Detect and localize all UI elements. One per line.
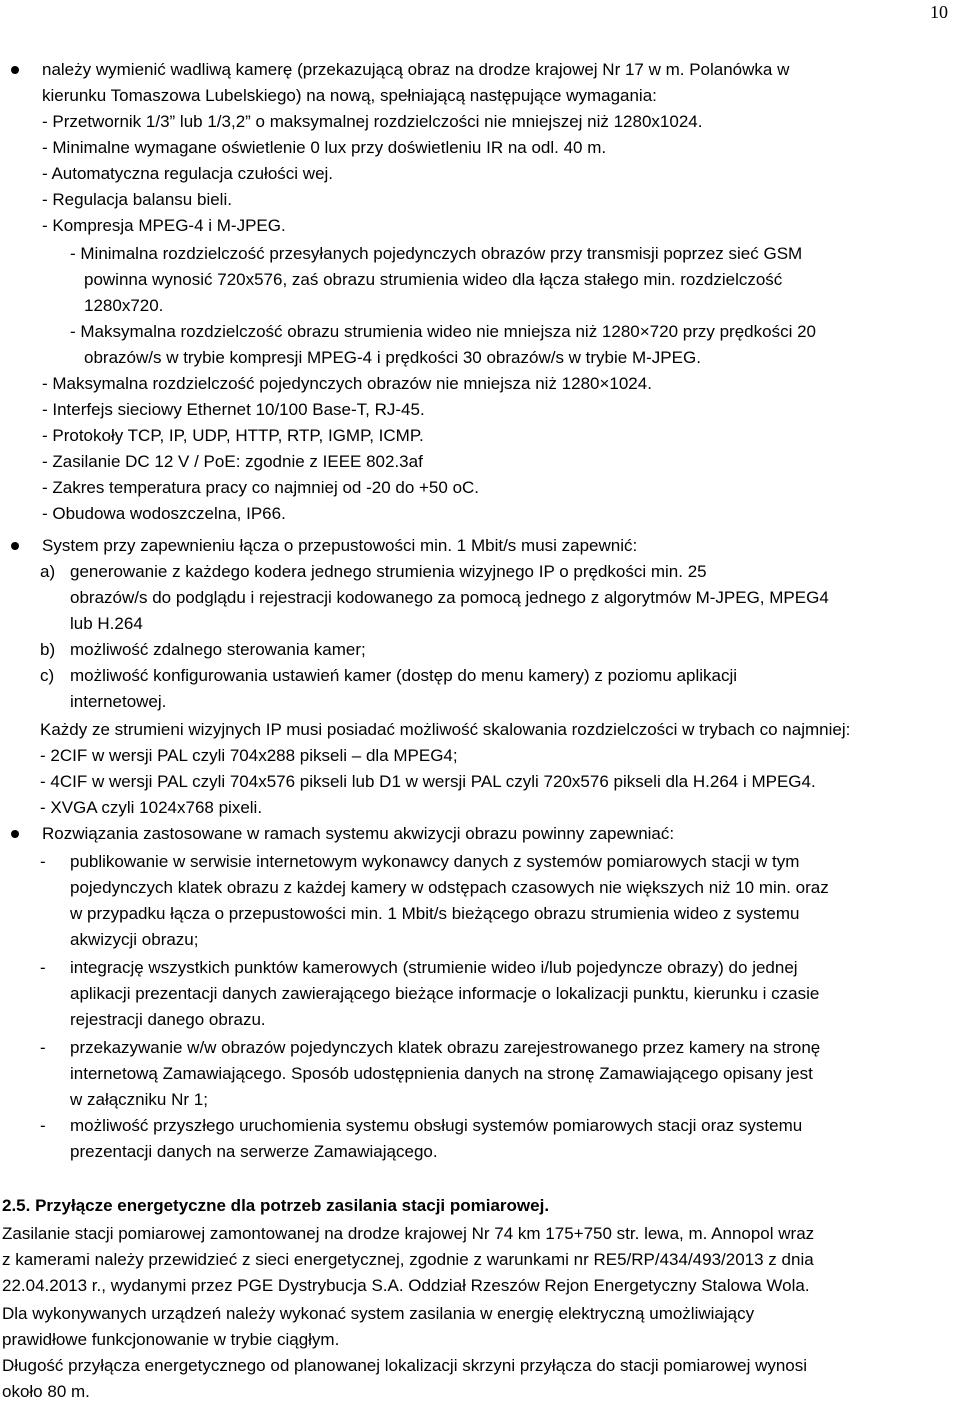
requirement-item: - Zasilanie DC 12 V / PoE: zgodnie z IEEE 802.3af [42,452,423,471]
bullet-icon [11,542,19,550]
intro-line: kierunku Tomaszowa Lubelskiego) na nową, spełniającą następujące wymagania: [42,86,657,105]
bullet-icon [11,830,19,838]
list-item: generowanie z każdego kodera jednego strumienia wizyjnego IP o prędkości min. 25 [70,562,707,581]
scaling-paragraph: Każdy ze strumieni wizyjnych IP musi posiadać możliwość skalowania rozdzielczości w trybach co najmniej: [40,720,851,739]
list-item: możliwość konfigurowania ustawień kamer (dostęp do menu kamery) z poziomu aplikacji [70,666,738,685]
dash-marker: - [40,1116,46,1135]
list-item: możliwość przyszłego uruchomienia systemu obsługi systemów pomiarowych stacji oraz systemu [70,1116,803,1135]
requirement-item: 1280x720. [84,296,164,315]
paragraph-line: prawidłowe funkcjonowanie w trybie ciągłym. [2,1330,340,1349]
list-item: możliwość zdalnego sterowania kamer; [70,640,366,659]
paragraph-line: Zasilanie stacji pomiarowej zamontowanej na drodze krajowej Nr 74 km 175+750 str. lewa, m. Annopol wraz [2,1224,815,1243]
scaling-item: - XVGA czyli 1024x768 pixeli. [40,798,263,817]
paragraph-line: Długość przyłącza energetycznego od planowanej lokalizacji skrzyni przyłącza do stacji pomiarowej wynosi [2,1356,808,1375]
list-item: w załączniku Nr 1; [70,1090,208,1109]
list-item: rejestracji danego obrazu. [70,1010,266,1029]
page-number: 10 [930,2,948,22]
requirement-item: - Minimalna rozdzielczość przesyłanych pojedynczych obrazów przy transmisji poprzez sieć GSM [70,244,803,263]
paragraph-line: około 80 m. [2,1382,90,1401]
requirement-item: - Przetwornik 1/3” lub 1/3,2” o maksymalnej rozdzielczości nie mniejszej niż 1280x1024. [42,112,703,131]
requirement-item: - Maksymalna rozdzielczość pojedynczych obrazów nie mniejsza niż 1280×1024. [42,374,652,393]
requirement-item: - Regulacja balansu bieli. [42,190,232,209]
paragraph-line: Dla wykonywanych urządzeń należy wykonać system zasilania w energię elektryczną umożliwiający [2,1304,755,1323]
dash-marker: - [40,852,46,871]
list-label: c) [40,666,55,685]
section-title: Rozwiązania zastosowane w ramach systemu akwizycji obrazu powinny zapewniać: [42,824,675,843]
bullet-icon [11,66,19,74]
requirement-item: - Protokoły TCP, IP, UDP, HTTP, RTP, IGMP, ICMP. [42,426,424,445]
requirement-item: - Interfejs sieciowy Ethernet 10/100 Base-T, RJ-45. [42,400,425,419]
requirement-item: - Obudowa wodoszczelna, IP66. [42,504,286,523]
list-item: przekazywanie w/w obrazów pojedynczych klatek obrazu zarejestrowanego przez kamery na stronę [70,1038,821,1057]
list-item: internetową Zamawiającego. Sposób udostępnienia danych na stronę Zamawiającego opisany jest [70,1064,813,1083]
intro-line: należy wymienić wadliwą kamerę (przekazującą obraz na drodze krajowej Nr 17 w m. Polanówka w [42,60,790,79]
list-item: integrację wszystkich punktów kamerowych (strumienie wideo i/lub pojedyncze obrazy) do jednej [70,958,798,977]
list-item: publikowanie w serwisie internetowym wykonawcy danych z systemów pomiarowych stacji w tym [70,852,800,871]
list-label: a) [40,562,56,581]
requirement-item: - Minimalne wymagane oświetlenie 0 lux przy doświetleniu IR na odl. 40 m. [42,138,607,157]
section-heading: 2.5. Przyłącze energetyczne dla potrzeb zasilania stacji pomiarowej. [2,1196,550,1215]
scaling-item: - 4CIF w wersji PAL czyli 704x576 pikseli lub D1 w wersji PAL czyli 720x576 pikseli dla H.264 i MPEG4. [40,772,816,791]
list-label: b) [40,640,56,659]
requirement-item: - Zakres temperatura pracy co najmniej od -20 do +50 oC. [42,478,480,497]
list-item: lub H.264 [70,614,143,633]
dash-marker: - [40,958,46,977]
list-item: w przypadku łącza o przepustowości min. 1 Mbit/s bieżącego obrazu strumienia wideo z systemu [70,904,800,923]
requirement-item: powinna wynosić 720x576, zaś obrazu strumienia wideo dla łącza stałego min. rozdzielczość [84,270,783,289]
dash-marker: - [40,1038,46,1057]
list-item: obrazów/s do podglądu i rejestracji kodowanego za pomocą jednego z algorytmów M-JPEG, MPEG4 [70,588,829,607]
requirement-item: - Automatyczna regulacja czułości wej. [42,164,334,183]
list-item: aplikacji prezentacji danych zawierającego bieżące informacje o lokalizacji punktu, kierunku i czasie [70,984,820,1003]
scaling-item: - 2CIF w wersji PAL czyli 704x288 pikseli – dla MPEG4; [40,746,458,765]
paragraph-line: z kamerami należy przewidzieć z sieci energetycznej, zgodnie z warunkami nr RE5/RP/434/493/2013 z dnia [2,1250,814,1269]
list-item: internetowej. [70,692,167,711]
paragraph-line: 22.04.2013 r., wydanymi przez PGE Dystrybucja S.A. Oddział Rzeszów Rejon Energetyczny Stalowa Wola. [2,1276,810,1295]
requirement-item: - Maksymalna rozdzielczość obrazu strumienia wideo nie mniejsza niż 1280×720 przy prędkości 20 [70,322,816,341]
list-item: pojedynczych klatek obrazu z każdej kamery w odstępach czasowych nie większych niż 10 min. oraz [70,878,829,897]
requirement-item: - Kompresja MPEG-4 i M-JPEG. [42,216,286,235]
list-item: prezentacji danych na serwerze Zamawiającego. [70,1142,438,1161]
list-item: akwizycji obrazu; [70,930,199,949]
requirement-item: obrazów/s w trybie kompresji MPEG-4 i prędkości 30 obrazów/s w trybie M-JPEG. [84,348,701,367]
section-title: System przy zapewnieniu łącza o przepustowości min. 1 Mbit/s musi zapewnić: [42,536,638,555]
